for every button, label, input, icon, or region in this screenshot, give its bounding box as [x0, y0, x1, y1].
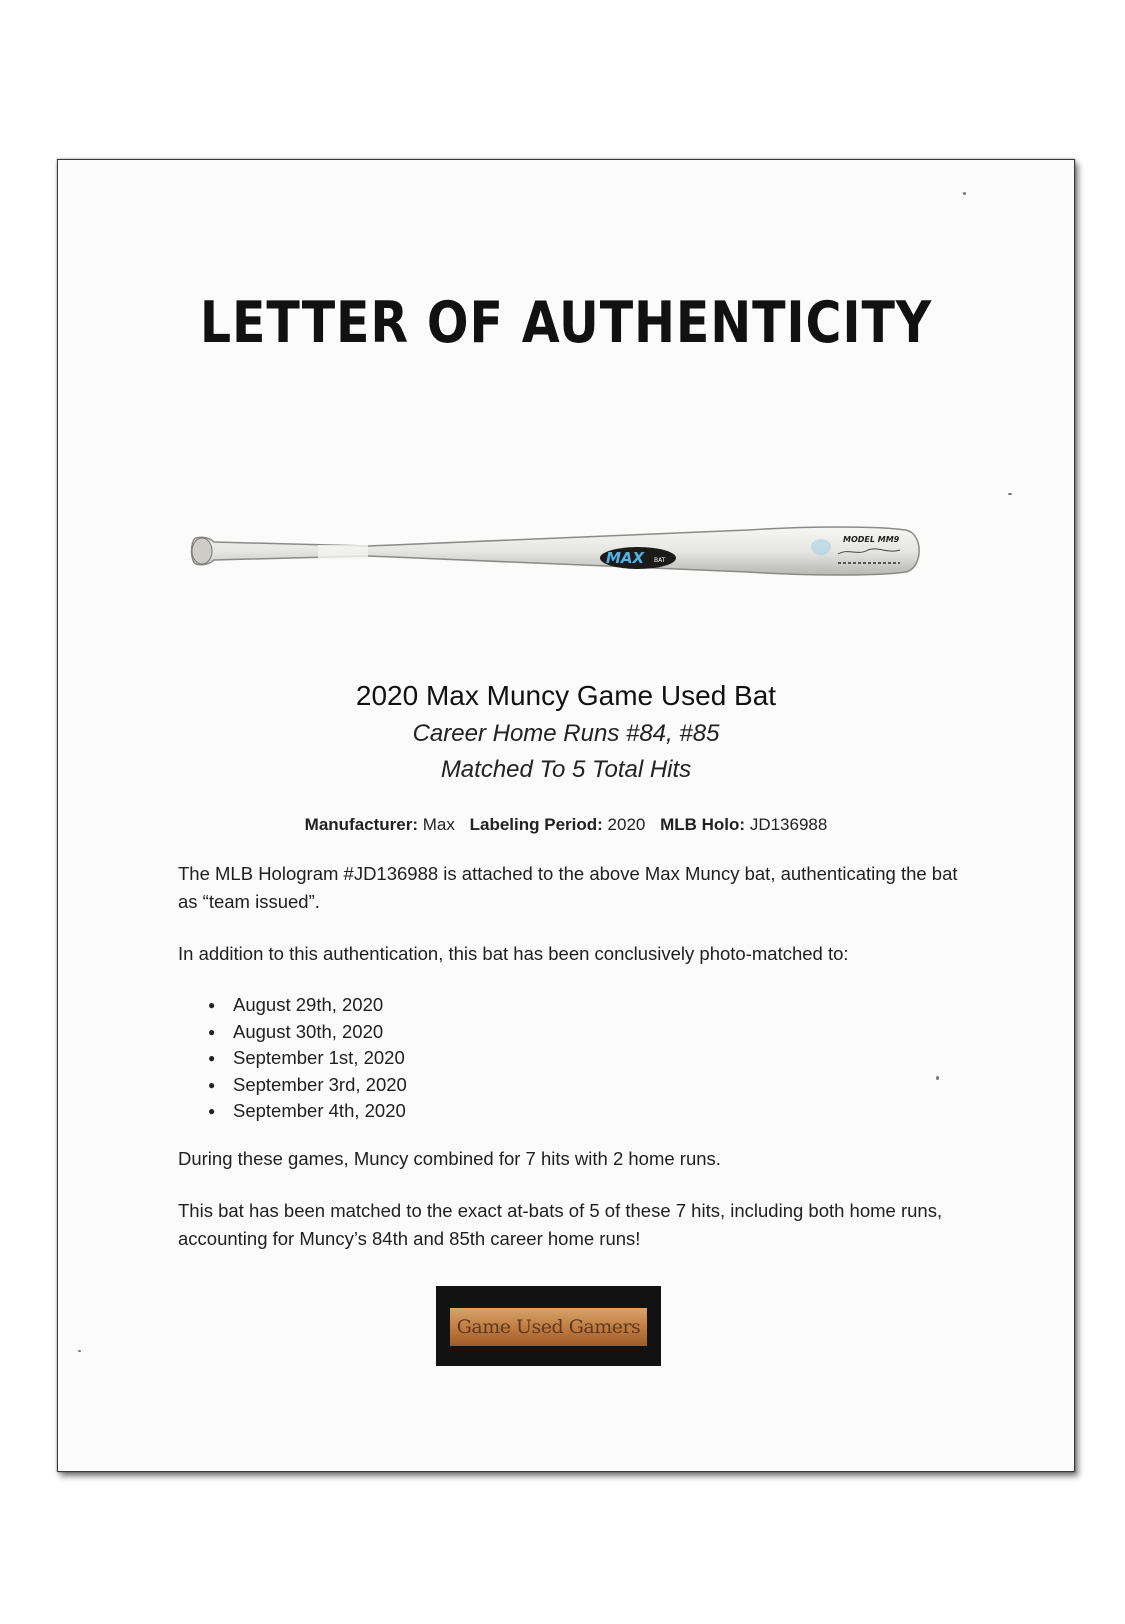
max-bat-logo [600, 547, 676, 569]
career-home-runs-subheading: Career Home Runs #84, #85 [412, 720, 720, 747]
svg-text:MAX: MAX [606, 549, 645, 567]
mlb-holo-label: MLB Holo: [660, 815, 746, 834]
document-title: LETTER OF AUTHENTICITY [199, 290, 933, 356]
mlb-holo-value: JD136988 [749, 815, 828, 834]
manufacturer-label: Manufacturer: [304, 815, 419, 834]
bat-model-label: MODEL MM9 [843, 535, 900, 544]
list-item: ● September 1st, 2020 [208, 1045, 407, 1072]
letter-sheet [57, 159, 1075, 1472]
matched-dates-list [208, 992, 407, 1125]
scan-speck [936, 1076, 939, 1080]
list-item: ● September 4th, 2020 [208, 1098, 407, 1125]
list-item: ● August 30th, 2020 [208, 1019, 407, 1046]
scan-speck [963, 192, 966, 195]
hologram-paragraph: The MLB Hologram #JD136988 is attached to the above Max Muncy bat, authenticating the bat as “team issued”. [178, 863, 958, 912]
labeling-period-value: 2020 [607, 815, 646, 834]
list-item: ● September 3rd, 2020 [208, 1072, 407, 1099]
matched-hits-subheading: Matched To 5 Total Hits [440, 756, 692, 783]
game-used-gamers-logo [436, 1286, 661, 1366]
specs-line [58, 815, 1074, 835]
bat-image [188, 510, 938, 590]
scan-speck [78, 1350, 81, 1352]
svg-text:BAT: BAT [654, 557, 666, 564]
logo-plate: Game Used Gamers [450, 1308, 647, 1346]
at-bats-paragraph: This bat has been matched to the exact at-bats of 5 of these 7 hits, including both home runs, accounting for Muncy’s 84th and 85th career home runs! [178, 1200, 943, 1249]
scan-speck [1008, 493, 1012, 495]
photo-match-paragraph: In addition to this authentication, this bat has been conclusively photo-matched to: [178, 943, 849, 964]
manufacturer-value: Max [422, 815, 455, 834]
games-summary-paragraph: During these games, Muncy combined for 7 hits with 2 home runs. [178, 1148, 721, 1169]
list-item: ● August 29th, 2020 [208, 992, 407, 1019]
bat-heading: 2020 Max Muncy Game Used Bat [355, 680, 777, 711]
labeling-period-label: Labeling Period: [469, 815, 603, 834]
